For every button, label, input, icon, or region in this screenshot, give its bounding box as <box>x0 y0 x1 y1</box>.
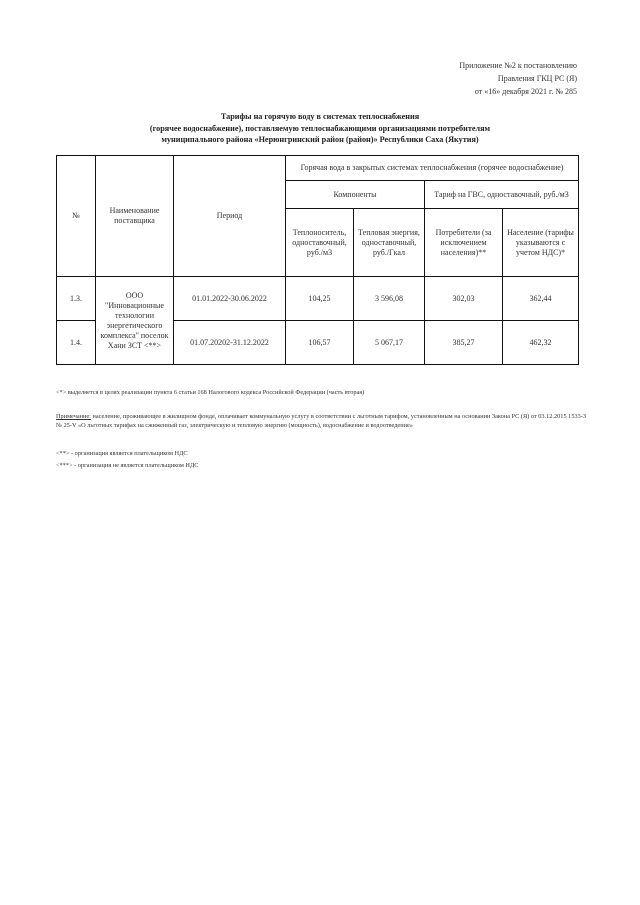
header-energy: Тепловая энергия, одноставочный, руб./Гкал <box>354 209 425 277</box>
row-number: 1.4. <box>57 321 96 365</box>
appendix-reference <box>459 59 577 98</box>
header-population: Население (тарифы указываются с учетом НДС)* <box>503 209 579 277</box>
row-consumers: 302,03 <box>425 277 503 321</box>
title-line-1: Тарифы на горячую воду в системах теплоснабжения <box>220 112 420 121</box>
supplier-name: ООО "Инновационные технологии энергетического комплекса" поселок Хани ЗСТ <**> <box>96 277 174 365</box>
document-title <box>60 111 580 146</box>
header-tariff: Тариф на ГВС, одноставочный, руб./м3 <box>425 181 579 209</box>
note-paragraph <box>56 412 586 430</box>
title-line-2: (горячее водоснабжение), поставляемую теплоснабжающими организациями потребителям <box>149 123 491 133</box>
row-carrier: 104,25 <box>286 277 354 321</box>
header-consumers: Потребители (за исключением населения)** <box>425 209 503 277</box>
row-energy: 5 067,17 <box>354 321 425 365</box>
header-supplier: Наименование поставщика <box>96 156 174 277</box>
row-population: 362,44 <box>503 277 579 321</box>
note-text: население, проживающее в жилищном фонде, оплачивает коммунальную услугу в соответствии с льготным тарифом, установленным на основании Закона РС (Я) от 03.12.2015 1533-З № 25-V «О льготных тарифах на сжиженный газ, электрическую и тепловую энергию (мощность), водоснабжение и водоотведение» <box>56 413 587 429</box>
row-population: 462,32 <box>503 321 579 365</box>
appendix-line-2: Правления ГКЦ РС (Я) <box>497 74 577 83</box>
title-line-3: муниципального района «Нерюнгринский район (район)» Республики Саха (Якутия) <box>161 135 479 144</box>
row-number: 1.3. <box>57 277 96 321</box>
appendix-line-1: Приложение №2 к постановлению <box>459 61 577 70</box>
note-label: Примечание: <box>56 413 91 420</box>
row-consumers: 385,27 <box>425 321 503 365</box>
row-period: 01.01.2022-30.06.2022 <box>174 277 286 321</box>
header-row-1 <box>57 156 579 181</box>
row-energy: 3 596,08 <box>354 277 425 321</box>
header-number: № <box>57 156 96 277</box>
row-carrier: 106,57 <box>286 321 354 365</box>
appendix-line-3: от «16» декабря 2021 г. № 285 <box>474 87 577 96</box>
header-carrier: Теплоноситель, одноставочный, руб./м3 <box>286 209 354 277</box>
footnote-three-star: <***> - организация не является плательщиком НДС <box>56 462 199 469</box>
table-row <box>57 277 579 321</box>
header-hot-water-group: Горячая вода в закрытых системах теплоснабжения (горячее водоснабжение) <box>286 156 579 181</box>
footnote-star: <*> выделяется в целях реализации пункта 6 статьи 168 Налогового кодекса Российской Федерации (часть вторая) <box>56 389 365 396</box>
header-components: Компоненты <box>286 181 425 209</box>
header-period: Период <box>174 156 286 277</box>
footnote-two-star: <**> - организация является плательщиком НДС <box>56 450 188 457</box>
row-period: 01.07.20202-31.12.2022 <box>174 321 286 365</box>
tariff-table <box>56 155 579 365</box>
